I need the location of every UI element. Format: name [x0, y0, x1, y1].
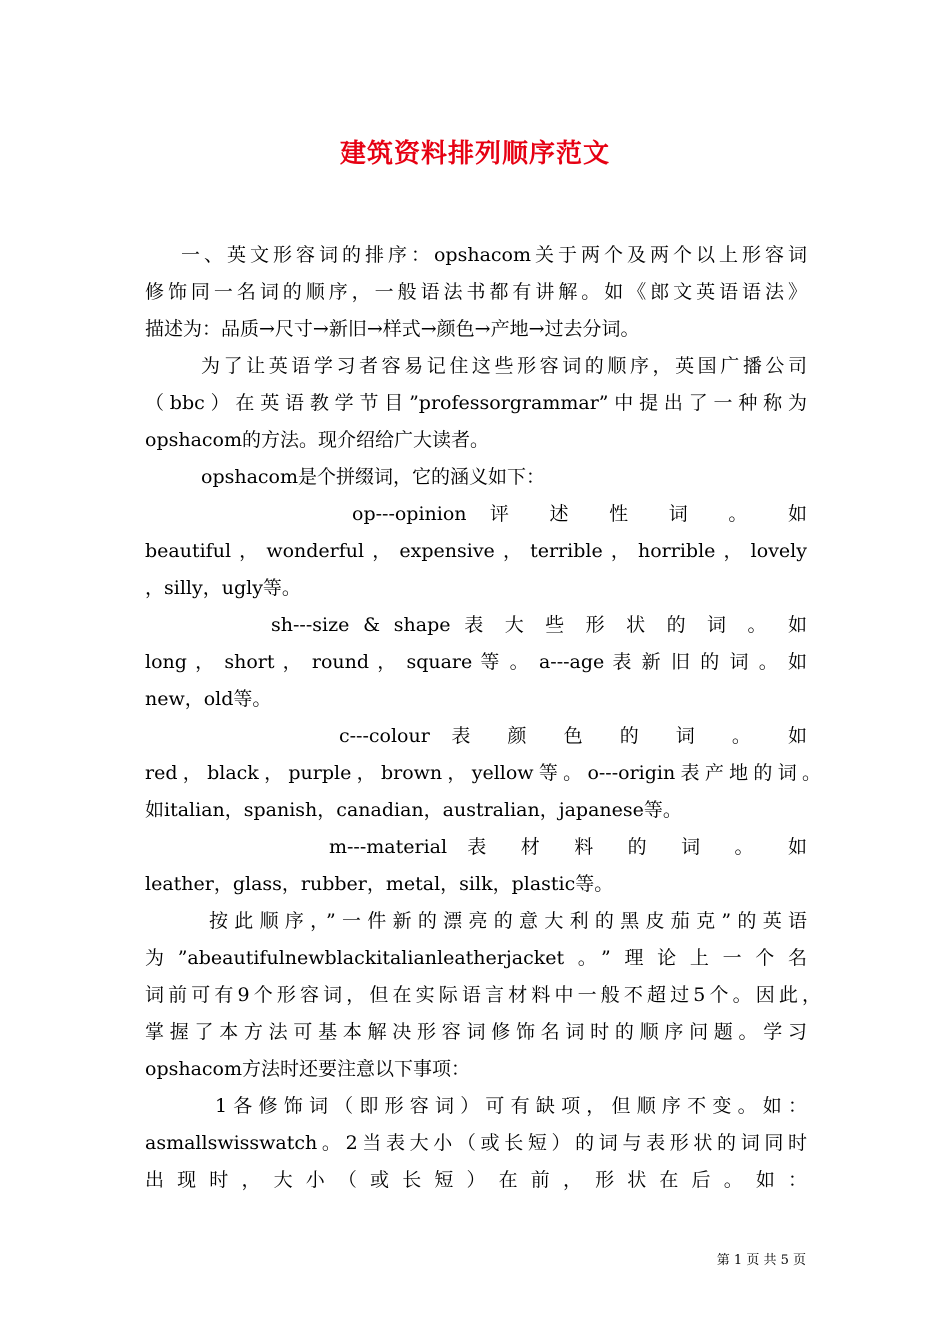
text-line: new，old等。: [145, 688, 272, 710]
text-line: asmallswisswatch。2当表大小（或长短）的词与表形状的词同时: [145, 1132, 807, 1154]
text-line: leather，glass，rubber，metal，silk，plastic等。: [145, 873, 614, 895]
text-line: opshacom的方法。现介绍给广大读者。: [145, 429, 490, 451]
text-line: 一、英文形容词的排序：opshacom关于两个及两个以上形容词: [181, 244, 807, 266]
text-line: m---material 表 材 料 的 词 。 如: [329, 836, 807, 858]
text-line: 描述为：品质→尺寸→新旧→样式→颜色→产地→过去分词。: [145, 318, 640, 340]
text-line: （bbc）在英语教学节目”professorgrammar”中提出了一种称为: [145, 392, 807, 414]
text-line: 为”abeautifulnewblackitalianleatherjacket。”理论上一个名: [145, 947, 807, 969]
text-line: opshacom是个拼缀词，它的涵义如下：: [201, 466, 546, 488]
text-line: op---opinion 评 述 性 词 。 如: [352, 503, 807, 525]
text-line: sh---size & shape 表 大 些 形 状 的 词 。 如: [271, 614, 807, 636]
text-line: 为了让英语学习者容易记住这些形容词的顺序，英国广播公司: [201, 355, 807, 377]
text-line: 词前可有9个形容词，但在实际语言材料中一般不超过5个。因此，: [145, 984, 821, 1006]
text-line: c---colour 表 颜 色 的 词 。 如: [339, 725, 807, 747]
text-line: ，silly，ugly等。: [145, 577, 301, 599]
text-line: opshacom方法时还要注意以下事项：: [145, 1058, 471, 1080]
text-line: 按此顺序，”一件新的漂亮的意大利的黑皮茄克”的英语: [209, 910, 807, 932]
text-line: long ， short ， round ， square 等 。 a---age 表 新 旧 的 词 。 如: [145, 651, 807, 673]
text-line: 1各修饰词（即形容词）可有缺项，但顺序不变。如：: [215, 1095, 807, 1117]
text-line: beautiful，wonderful，expensive，terrible，horrible，lovely: [145, 540, 807, 562]
text-line: red，black，purple，brown，yellow等。o---origin表产地的词。: [145, 762, 821, 784]
page-indicator: 第 1 页 共 5 页: [716, 1253, 806, 1268]
text-line: 掌握了本方法可基本解决形容词修饰名词时的顺序问题。学习: [145, 1021, 807, 1043]
text-line: 出 现 时 ， 大 小 （ 或 长 短 ） 在 前 ， 形 状 在 后 。 如 ：: [145, 1169, 807, 1191]
document-title: 建筑资料排列顺序范文: [339, 139, 610, 169]
text-line: 如italian，spanish，canadian，australian，japanese等。: [145, 799, 682, 821]
text-line: 修饰同一名词的顺序，一般语法书都有讲解。如《郎文英语语法》: [145, 281, 807, 303]
